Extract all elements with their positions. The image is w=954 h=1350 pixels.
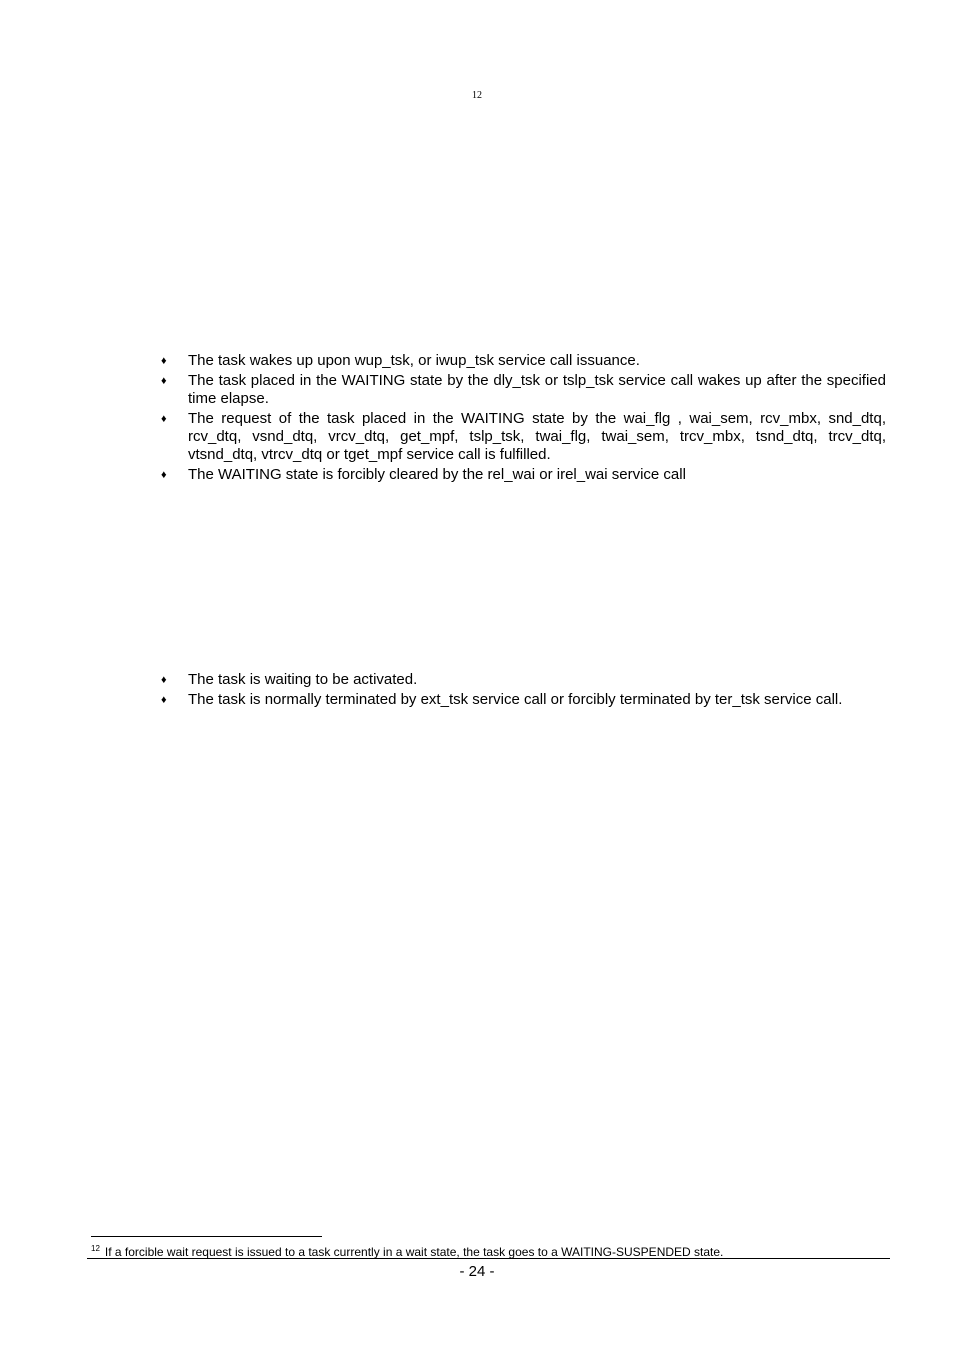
footnote — [91, 1242, 891, 1259]
list-item — [161, 372, 886, 408]
dormant-list — [161, 671, 886, 711]
footnote-divider — [91, 1236, 322, 1237]
diamond-bullet-icon: ♦ — [161, 694, 167, 706]
diamond-bullet-icon: ♦ — [161, 355, 167, 367]
list-item-text: The task is normally terminated by ext_tsk service call or forcibly terminated by ter_tsk service call. — [188, 691, 843, 708]
waiting-release-list — [161, 352, 886, 486]
footnote-ref: 12 — [91, 1244, 100, 1253]
list-item — [161, 691, 886, 709]
list-item-text: The task is waiting to be activated. — [188, 671, 418, 688]
diamond-bullet-icon: ♦ — [161, 375, 167, 387]
list-item — [161, 466, 886, 484]
diamond-bullet-icon: ♦ — [161, 674, 167, 686]
list-item-text: The WAITING state is forcibly cleared by the rel_wai or irel_wai service call — [188, 466, 686, 483]
footnote-text: If a forcible wait request is issued to a task currently in a wait state, the task goes to a WAITING-SUSPENDED state. — [104, 1245, 724, 1259]
list-item — [161, 671, 886, 689]
list-item-text: The task placed in the WAITING state by the dly_tsk or tslp_tsk service call wakes up after the specified time elapse. — [188, 372, 886, 407]
list-item — [161, 352, 886, 370]
page-number: - 24 - — [459, 1263, 495, 1280]
list-item-text: The task wakes up upon wup_tsk, or iwup_tsk service call issuance. — [188, 352, 640, 369]
diamond-bullet-icon: ♦ — [161, 413, 167, 425]
list-item — [161, 410, 886, 464]
diamond-bullet-icon: ♦ — [161, 469, 167, 481]
footnote-marker-header: 12 — [472, 90, 482, 101]
footer-divider — [87, 1258, 890, 1259]
list-item-text: The request of the task placed in the WAITING state by the wai_flg , wai_sem, rcv_mbx, snd_dtq, rcv_dtq, vsnd_dtq, vrcv_dtq, get_mpf, tslp_tsk, twai_flg, twai_sem, trcv_mbx, tsnd_dtq, trcv_dtq, vtsnd_dtq, vtrcv_dtq or tget_mpf service call is fulfilled. — [188, 410, 886, 463]
